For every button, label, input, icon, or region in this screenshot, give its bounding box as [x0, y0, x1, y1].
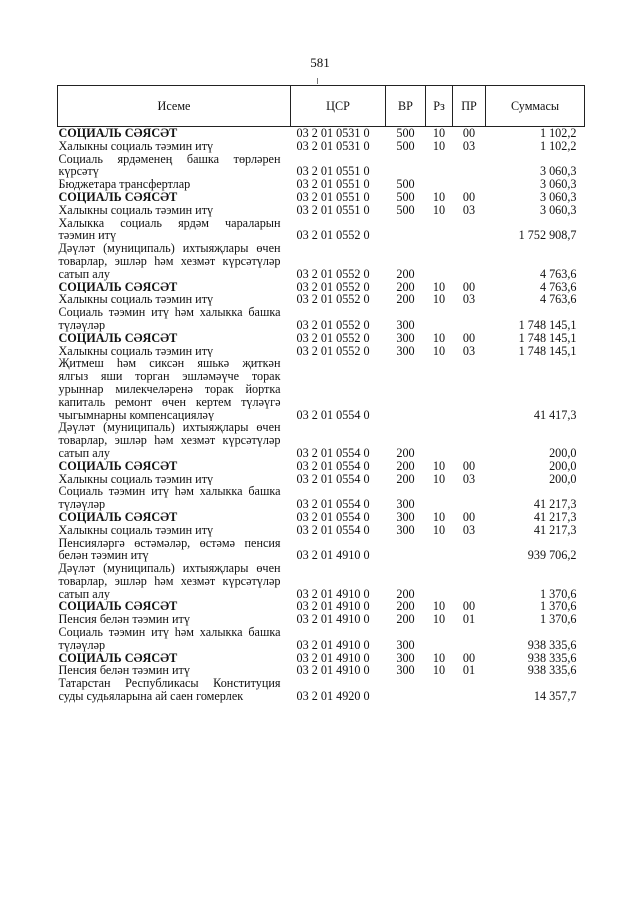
- row-pr: 00: [462, 280, 476, 294]
- row-rz: 10: [432, 280, 446, 294]
- row-name-line: тәэмин итү: [58, 228, 117, 243]
- row-csr: 03 2 01 0554 0: [296, 523, 370, 537]
- row-vr: 500: [396, 126, 415, 140]
- table-row: [58, 652, 585, 665]
- row-name-line: сатып алу: [58, 445, 110, 460]
- row-sum: 41 417,3: [533, 407, 577, 422]
- table-row: [58, 524, 585, 537]
- row-vr: 300: [396, 344, 415, 358]
- row-name-line: сатып алу: [58, 586, 110, 601]
- row-vr: 300: [396, 523, 415, 537]
- row-csr: 03 2 01 0552 0: [296, 317, 370, 332]
- row-rz: [426, 178, 453, 191]
- row-name-line: СОЦИАЛЬ СӘЯСӘТ: [58, 600, 178, 614]
- row-pr: 00: [462, 651, 476, 665]
- row-vr: 200: [396, 613, 415, 627]
- row-vr: 200: [396, 459, 415, 473]
- row-name-line: СОЦИАЛЬ СӘЯСӘТ: [58, 459, 178, 473]
- table-row: [58, 421, 585, 459]
- row-pr: [453, 217, 486, 243]
- row-name: [58, 217, 291, 243]
- center-tick-mark: [317, 78, 318, 84]
- row-rz: 10: [432, 203, 446, 217]
- row-pr: [453, 626, 486, 652]
- row-name: [58, 178, 291, 191]
- header-vr: ВР: [386, 86, 426, 127]
- row-csr: 03 2 01 4920 0: [296, 689, 370, 703]
- row-vr: [386, 357, 426, 421]
- row-vr: 200: [396, 293, 415, 307]
- row-pr: 00: [462, 331, 476, 345]
- row-csr: 03 2 01 0554 0: [296, 445, 370, 460]
- row-name: [58, 600, 291, 613]
- row-name-line: товарлар, эшләр һәм хезмәт күрсәтүләр: [58, 253, 281, 268]
- table-row: [58, 204, 585, 217]
- row-name: [58, 191, 291, 204]
- row-name: [58, 485, 291, 511]
- row-name-line: СОЦИАЛЬ СӘЯСӘТ: [58, 190, 178, 204]
- row-rz: [426, 537, 453, 563]
- row-name-line: Халыкны социаль тәэмин итү: [58, 472, 214, 486]
- table-row: [58, 281, 585, 294]
- row-name: [58, 204, 291, 217]
- row-name: [58, 140, 291, 153]
- row-rz: 10: [432, 331, 446, 345]
- row-csr: 03 2 01 0552 0: [296, 280, 370, 294]
- row-csr: 03 2 01 0554 0: [296, 407, 370, 422]
- row-name: [58, 652, 291, 665]
- row-name-line: Пенсия белән тәэмин итү: [58, 613, 190, 627]
- row-name-line: түләүләр: [58, 637, 106, 652]
- row-name: [58, 511, 291, 524]
- row-vr: 200: [396, 472, 415, 486]
- table-row: [58, 473, 585, 486]
- row-name-line: Бюджетара трансфертлар: [58, 178, 191, 191]
- row-name-line: түләүләр: [58, 317, 106, 332]
- table-row: [58, 191, 585, 204]
- row-name: [58, 242, 291, 280]
- row-pr: 01: [462, 664, 476, 678]
- page-number: 581: [310, 55, 330, 70]
- table-row: [58, 332, 585, 345]
- row-sum: 1 102,2: [539, 126, 577, 140]
- row-csr: 03 2 01 0531 0: [296, 139, 370, 153]
- row-name-line: Дәүләт (муниципаль) ихтыяҗлары өчен: [58, 242, 281, 256]
- row-name-line: ялгыз яши торган эшләмәүче торак: [58, 369, 281, 384]
- row-name-line: Халыкны социаль тәэмин итү: [58, 523, 214, 537]
- row-csr: 03 2 01 0531 0: [296, 126, 370, 140]
- row-pr: 00: [462, 126, 476, 140]
- row-sum: 938 335,6: [527, 637, 577, 652]
- row-rz: 10: [432, 459, 446, 473]
- row-name: [58, 127, 291, 140]
- row-pr: [453, 242, 486, 280]
- row-rz: 10: [432, 126, 446, 140]
- row-sum: 200,0: [549, 472, 577, 486]
- row-csr: 03 2 01 0551 0: [296, 190, 370, 204]
- row-name-line: Халыкны социаль тәэмин итү: [58, 139, 214, 153]
- row-vr: [386, 537, 426, 563]
- row-name: [58, 677, 291, 703]
- header-name: Исеме: [58, 86, 291, 127]
- row-pr: 03: [462, 293, 476, 307]
- row-pr: 00: [462, 600, 476, 614]
- row-name-line: сатып алу: [58, 266, 110, 281]
- row-vr: 500: [396, 203, 415, 217]
- row-csr: 03 2 01 4910 0: [296, 651, 370, 665]
- row-name-line: СОЦИАЛЬ СӘЯСӘТ: [58, 126, 178, 140]
- row-pr: 00: [462, 510, 476, 524]
- row-pr: [453, 153, 486, 179]
- row-name: [58, 332, 291, 345]
- row-name: [58, 473, 291, 486]
- row-name-line: Татарстан Республикасы Конституция: [58, 677, 281, 691]
- row-name-line: Социаль тәэмин итү һәм халыкка башка: [58, 485, 281, 499]
- header-rz: Рз: [426, 86, 453, 127]
- row-sum: 4 763,6: [539, 280, 577, 294]
- row-csr: 03 2 01 4910 0: [296, 548, 370, 563]
- row-name: [58, 537, 291, 563]
- row-pr: [453, 306, 486, 332]
- row-sum: 938 335,6: [527, 651, 577, 665]
- row-pr: 03: [462, 472, 476, 486]
- row-name: [58, 460, 291, 473]
- row-csr: 03 2 01 4910 0: [296, 600, 370, 614]
- row-name: [58, 306, 291, 332]
- row-name-line: Халыкны социаль тәэмин итү: [58, 293, 214, 307]
- row-sum: 41 217,3: [533, 497, 577, 511]
- table-row: [58, 664, 585, 677]
- row-rz: 10: [432, 190, 446, 204]
- row-name-line: Пенсияләргә өстәмәләр, өстәмә пенсия: [58, 536, 281, 550]
- table-row: [58, 217, 585, 243]
- row-sum: 1 748 145,1: [518, 317, 577, 332]
- row-name-line: Социаль тәэмин итү һәм халыкка башка: [58, 626, 281, 640]
- row-sum: 200,0: [549, 459, 577, 473]
- row-vr: 300: [396, 637, 415, 652]
- row-pr: 00: [462, 190, 476, 204]
- row-name-line: товарлар, эшләр һәм хезмәт күрсәтүләр: [58, 573, 281, 588]
- row-name-line: күрсәтү: [58, 164, 99, 179]
- row-rz: [426, 357, 453, 421]
- row-name: [58, 524, 291, 537]
- table-row: [58, 357, 585, 421]
- row-rz: 10: [432, 651, 446, 665]
- table-header-row: [58, 86, 585, 127]
- row-rz: [426, 242, 453, 280]
- row-rz: 10: [432, 344, 446, 358]
- row-pr: 03: [462, 139, 476, 153]
- row-pr: 03: [462, 344, 476, 358]
- row-vr: 200: [396, 586, 415, 601]
- row-sum: 1 748 145,1: [518, 344, 577, 358]
- table-row: [58, 345, 585, 358]
- row-name-line: капиталь ремонт өчен кертем түләүгә: [58, 394, 281, 409]
- row-sum: 3 060,3: [539, 164, 577, 179]
- row-name: [58, 562, 291, 600]
- row-vr: 500: [396, 139, 415, 153]
- row-name-line: Дәүләт (муниципаль) ихтыяҗлары өчен: [58, 421, 281, 435]
- row-vr: 500: [396, 178, 415, 191]
- row-vr: 300: [396, 510, 415, 524]
- row-csr: 03 2 01 0551 0: [296, 164, 370, 179]
- row-rz: 10: [432, 664, 446, 678]
- row-vr: [386, 153, 426, 179]
- row-rz: [426, 562, 453, 600]
- row-rz: 10: [432, 523, 446, 537]
- row-sum: 3 060,3: [539, 203, 577, 217]
- row-pr: [453, 357, 486, 421]
- row-name-line: урыннар милекчеләренә торак йортка: [58, 381, 281, 396]
- row-name-line: түләүләр: [58, 497, 106, 511]
- row-csr: 03 2 01 0551 0: [296, 178, 370, 191]
- row-name: [58, 357, 291, 421]
- row-csr: 03 2 01 0554 0: [296, 472, 370, 486]
- table-row: [58, 613, 585, 626]
- row-csr: 03 2 01 0552 0: [296, 331, 370, 345]
- row-name-line: СОЦИАЛЬ СӘЯСӘТ: [58, 510, 178, 524]
- row-sum: 41 217,3: [533, 523, 577, 537]
- row-rz: 10: [432, 293, 446, 307]
- row-pr: 01: [462, 613, 476, 627]
- row-csr: 03 2 01 0554 0: [296, 497, 370, 511]
- row-csr: 03 2 01 4910 0: [296, 613, 370, 627]
- row-csr: 03 2 01 0552 0: [296, 344, 370, 358]
- row-vr: 300: [396, 664, 415, 678]
- row-sum: 1 370,6: [539, 600, 577, 614]
- row-vr: [386, 677, 426, 703]
- row-pr: [453, 677, 486, 703]
- row-name-line: Дәүләт (муниципаль) ихтыяҗлары өчен: [58, 562, 281, 576]
- table-row: [58, 460, 585, 473]
- row-sum: 4 763,6: [539, 293, 577, 307]
- table-row: [58, 600, 585, 613]
- row-csr: 03 2 01 4910 0: [296, 637, 370, 652]
- row-name-line: Халыкны социаль тәэмин итү: [58, 344, 214, 358]
- row-pr: [453, 537, 486, 563]
- row-pr: 03: [462, 523, 476, 537]
- table-row: [58, 140, 585, 153]
- row-rz: [426, 626, 453, 652]
- header-sum: Суммасы: [486, 86, 585, 127]
- row-sum: 1 752 908,7: [518, 228, 577, 243]
- row-vr: 300: [396, 331, 415, 345]
- row-name-line: Халыкка социаль ярдәм чараларын: [58, 216, 281, 230]
- table-row: [58, 153, 585, 179]
- row-name-line: СОЦИАЛЬ СӘЯСӘТ: [58, 280, 178, 294]
- row-csr: 03 2 01 0551 0: [296, 203, 370, 217]
- row-rz: [426, 677, 453, 703]
- row-name: [58, 626, 291, 652]
- row-name: [58, 345, 291, 358]
- table-row: [58, 511, 585, 524]
- table-row: [58, 677, 585, 703]
- row-vr: 300: [396, 651, 415, 665]
- row-csr: 03 2 01 0552 0: [296, 228, 370, 243]
- table-row: [58, 537, 585, 563]
- row-csr: 03 2 01 0554 0: [296, 510, 370, 524]
- row-csr: 03 2 01 4910 0: [296, 586, 370, 601]
- row-sum: 3 060,3: [539, 178, 577, 191]
- row-rz: 10: [432, 139, 446, 153]
- row-name-line: СОЦИАЛЬ СӘЯСӘТ: [58, 651, 178, 665]
- row-name-line: Социаль ярдәменең башка төрләрен: [58, 152, 281, 166]
- row-name: [58, 293, 291, 306]
- header-csr: ЦСР: [291, 86, 386, 127]
- row-sum: 939 706,2: [527, 548, 577, 563]
- row-name-line: Җитмеш һәм сиксән яшькә җиткән: [58, 357, 281, 371]
- row-pr: 03: [462, 203, 476, 217]
- row-sum: 1 370,6: [539, 586, 577, 601]
- table-row: [58, 626, 585, 652]
- row-sum: 3 060,3: [539, 190, 577, 204]
- row-name-line: товарлар, эшләр һәм хезмәт күрсәтүләр: [58, 433, 281, 448]
- row-vr: 300: [396, 317, 415, 332]
- row-name: [58, 421, 291, 459]
- row-sum: 938 335,6: [527, 664, 577, 678]
- row-vr: 200: [396, 445, 415, 460]
- row-pr: 00: [462, 459, 476, 473]
- row-pr: [453, 562, 486, 600]
- row-rz: [426, 306, 453, 332]
- row-name-line: белән тәэмин итү: [58, 548, 149, 563]
- table-row: [58, 485, 585, 511]
- row-rz: 10: [432, 472, 446, 486]
- row-csr: 03 2 01 0554 0: [296, 459, 370, 473]
- table-row: [58, 178, 585, 191]
- row-sum: 200,0: [549, 445, 577, 460]
- row-rz: [426, 421, 453, 459]
- row-rz: 10: [432, 600, 446, 614]
- row-sum: 1 748 145,1: [518, 331, 577, 345]
- row-vr: 200: [396, 600, 415, 614]
- row-vr: 300: [396, 497, 415, 511]
- row-vr: 200: [396, 266, 415, 281]
- table-body: [58, 127, 585, 703]
- budget-table: [57, 85, 585, 703]
- row-name-line: Пенсия белән тәэмин итү: [58, 664, 190, 678]
- row-name-line: чыгымнарны компенсацияләү: [58, 407, 215, 422]
- row-rz: [426, 153, 453, 179]
- table-row: [58, 242, 585, 280]
- row-rz: 10: [432, 510, 446, 524]
- row-pr: [453, 485, 486, 511]
- row-pr: [453, 421, 486, 459]
- table-row: [58, 562, 585, 600]
- table-row: [58, 293, 585, 306]
- row-rz: [426, 217, 453, 243]
- header-pr: ПР: [453, 86, 486, 127]
- row-name: [58, 281, 291, 294]
- row-vr: [386, 217, 426, 243]
- row-pr: [453, 178, 486, 191]
- row-name: [58, 153, 291, 179]
- row-name-line: Социаль тәэмин итү һәм халыкка башка: [58, 306, 281, 320]
- row-vr: 200: [396, 280, 415, 294]
- row-csr: 03 2 01 4910 0: [296, 664, 370, 678]
- table-row: [58, 306, 585, 332]
- row-sum: 1 102,2: [539, 139, 577, 153]
- row-name: [58, 664, 291, 677]
- row-name: [58, 613, 291, 626]
- row-name-line: СОЦИАЛЬ СӘЯСӘТ: [58, 331, 178, 345]
- row-csr: 03 2 01 0552 0: [296, 266, 370, 281]
- row-vr: 500: [396, 190, 415, 204]
- row-csr: 03 2 01 0552 0: [296, 293, 370, 307]
- row-sum: 4 763,6: [539, 266, 577, 281]
- row-sum: 1 370,6: [539, 613, 577, 627]
- row-name-line: суды судьяларына ай саен гомерлек: [58, 689, 244, 703]
- row-name-line: Халыкны социаль тәэмин итү: [58, 203, 214, 217]
- row-rz: 10: [432, 613, 446, 627]
- row-sum: 14 357,7: [533, 689, 577, 703]
- row-rz: [426, 485, 453, 511]
- row-sum: 41 217,3: [533, 510, 577, 524]
- table-row: [58, 127, 585, 140]
